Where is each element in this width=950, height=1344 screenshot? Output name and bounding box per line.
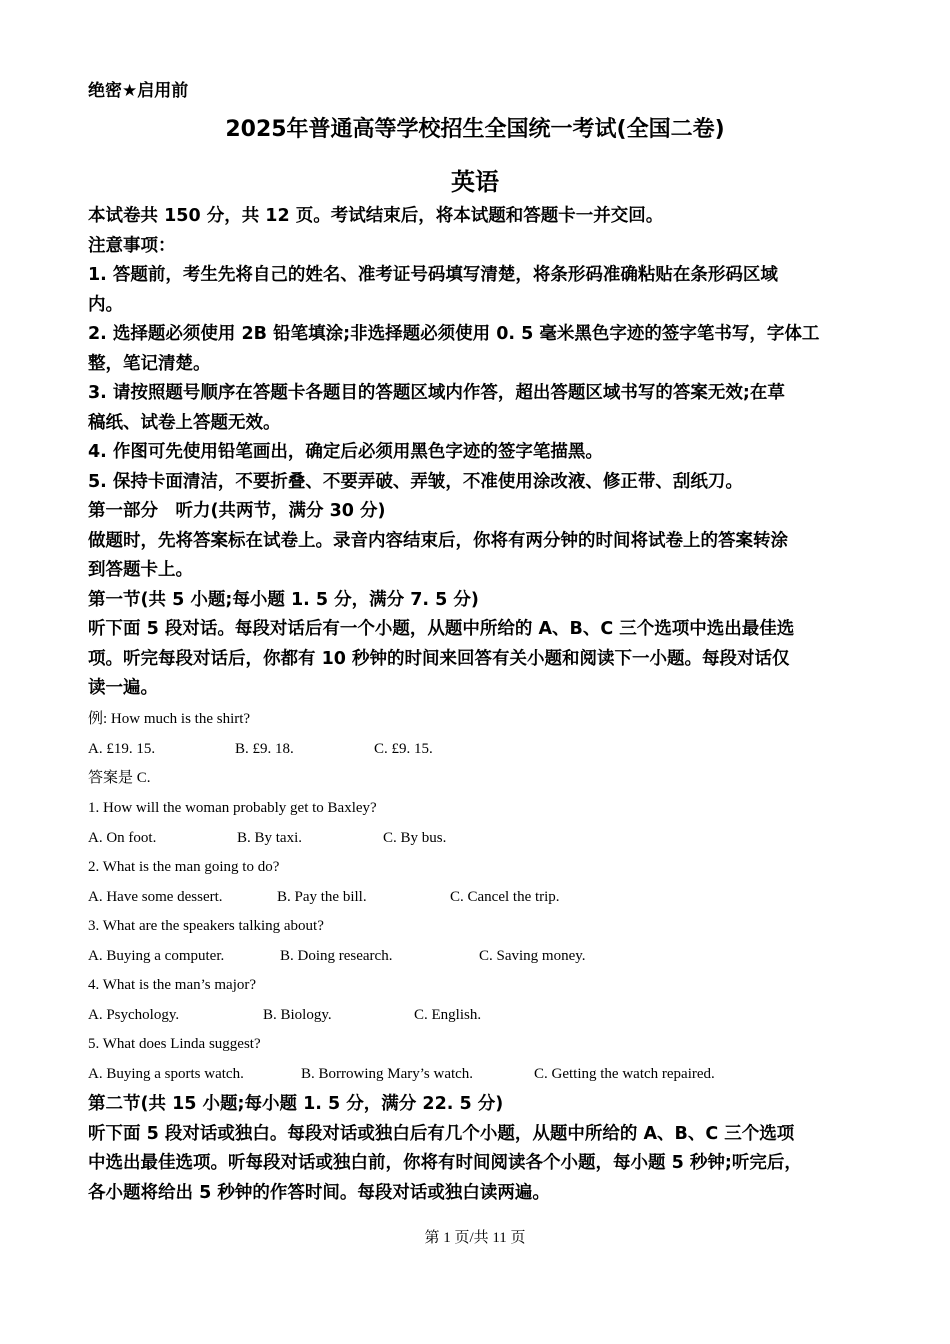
confidential-label: 绝密★启用前 — [88, 81, 189, 101]
question-1: 1. How will the woman probably get to Baxley? — [88, 800, 377, 816]
question-4-option-c: C. English. — [414, 1007, 482, 1023]
question-1-option-a: A. On foot. — [88, 830, 157, 846]
notice-3-line-1: 3. 请按照题号顺序在答题卡各题目的答题区域内作答，超出答题区域书写的答案无效;在草 — [88, 383, 785, 403]
question-5-option-c: C. Getting the watch repaired. — [534, 1066, 715, 1082]
question-2-option-a: A. Have some dessert. — [88, 889, 223, 905]
exam-title: 2025年普通高等学校招生全国统一考试(全国二卷) — [225, 117, 725, 142]
section1-instruction-line-1: 听下面 5 段对话。每段对话后有一个小题，从题中所给的 A、B、C 三个选项中选出最佳选 — [88, 619, 795, 639]
question-3-option-b: B. Doing research. — [280, 948, 393, 964]
question-1-option-b: B. By taxi. — [237, 830, 303, 846]
intro-line: 本试卷共 150 分，共 12 页。考试结束后，将本试题和答题卡一并交回。 — [88, 206, 664, 226]
section1-heading: 第一节(共 5 小题;每小题 1. 5 分，满分 7. 5 分) — [88, 590, 479, 610]
notice-4: 4. 作图可先使用铅笔画出，确定后必须用黑色字迹的签字笔描黑。 — [88, 442, 603, 462]
example-option-b: B. £9. 18. — [235, 741, 294, 757]
question-3: 3. What are the speakers talking about? — [88, 918, 324, 934]
question-2-option-b: B. Pay the bill. — [277, 889, 367, 905]
section2-instruction-line-1: 听下面 5 段对话或独白。每段对话或独白后有几个小题，从题中所给的 A、B、C 三个选项 — [88, 1124, 795, 1144]
question-5-option-a: A. Buying a sports watch. — [88, 1066, 244, 1082]
question-4: 4. What is the man’s major? — [88, 977, 257, 993]
question-2-option-c: C. Cancel the trip. — [450, 889, 560, 905]
section2-heading: 第二节(共 15 小题;每小题 1. 5 分，满分 22. 5 分) — [88, 1094, 504, 1114]
question-2: 2. What is the man going to do? — [88, 859, 280, 875]
question-5: 5. What does Linda suggest? — [88, 1036, 261, 1052]
subject-title: 英语 — [451, 168, 499, 196]
question-3-option-c: C. Saving money. — [479, 948, 586, 964]
question-4-option-a: A. Psychology. — [88, 1007, 180, 1023]
example-option-a: A. £19. 15. — [88, 741, 156, 757]
section1-instruction-line-3: 读一遍。 — [88, 678, 158, 698]
question-1-option-c: C. By bus. — [383, 830, 447, 846]
section1-instruction-line-2: 项。听完每段对话后，你都有 10 秒钟的时间来回答有关小题和阅读下一小题。每段对话仅 — [88, 649, 790, 669]
question-5-option-b: B. Borrowing Mary’s watch. — [301, 1066, 474, 1082]
part1-instruction-line-1: 做题时，先将答案标在试卷上。录音内容结束后，你将有两分钟的时间将试卷上的答案转涂 — [88, 531, 788, 551]
notice-3-line-2: 稿纸、试卷上答题无效。 — [88, 413, 281, 433]
question-3-option-a: A. Buying a computer. — [88, 948, 225, 964]
notice-2-line-1: 2. 选择题必须使用 2B 铅笔填涂;非选择题必须使用 0. 5 毫米黑色字迹的签字笔书写，字体工 — [88, 324, 820, 344]
example-answer: 答案是 C. — [88, 770, 151, 786]
example-option-c: C. £9. 15. — [374, 741, 433, 757]
example-question: 例: How much is the shirt? — [88, 711, 251, 727]
section2-instruction-line-2: 中选出最佳选项。听每段对话或独白前，你将有时间阅读各个小题，每小题 5 秒钟;听完后， — [88, 1153, 802, 1173]
part1-heading: 第一部分 听力(共两节，满分 30 分) — [88, 501, 386, 521]
notice-2-line-2: 整，笔记清楚。 — [88, 354, 211, 374]
notice-heading: 注意事项： — [88, 236, 176, 256]
notice-5: 5. 保持卡面清洁，不要折叠、不要弄破、弄皱，不准使用涂改液、修正带、刮纸刀。 — [88, 472, 743, 492]
page-number-footer: 第 1 页/共 11 页 — [424, 1230, 526, 1246]
question-4-option-b: B. Biology. — [263, 1007, 332, 1023]
notice-1-line-2: 内。 — [88, 295, 123, 315]
section2-instruction-line-3: 各小题将给出 5 秒钟的作答时间。每段对话或独白读两遍。 — [88, 1183, 550, 1203]
part1-instruction-line-2: 到答题卡上。 — [88, 560, 193, 580]
notice-1-line-1: 1. 答题前，考生先将自己的姓名、准考证号码填写清楚，将条形码准确粘贴在条形码区域 — [88, 265, 778, 285]
